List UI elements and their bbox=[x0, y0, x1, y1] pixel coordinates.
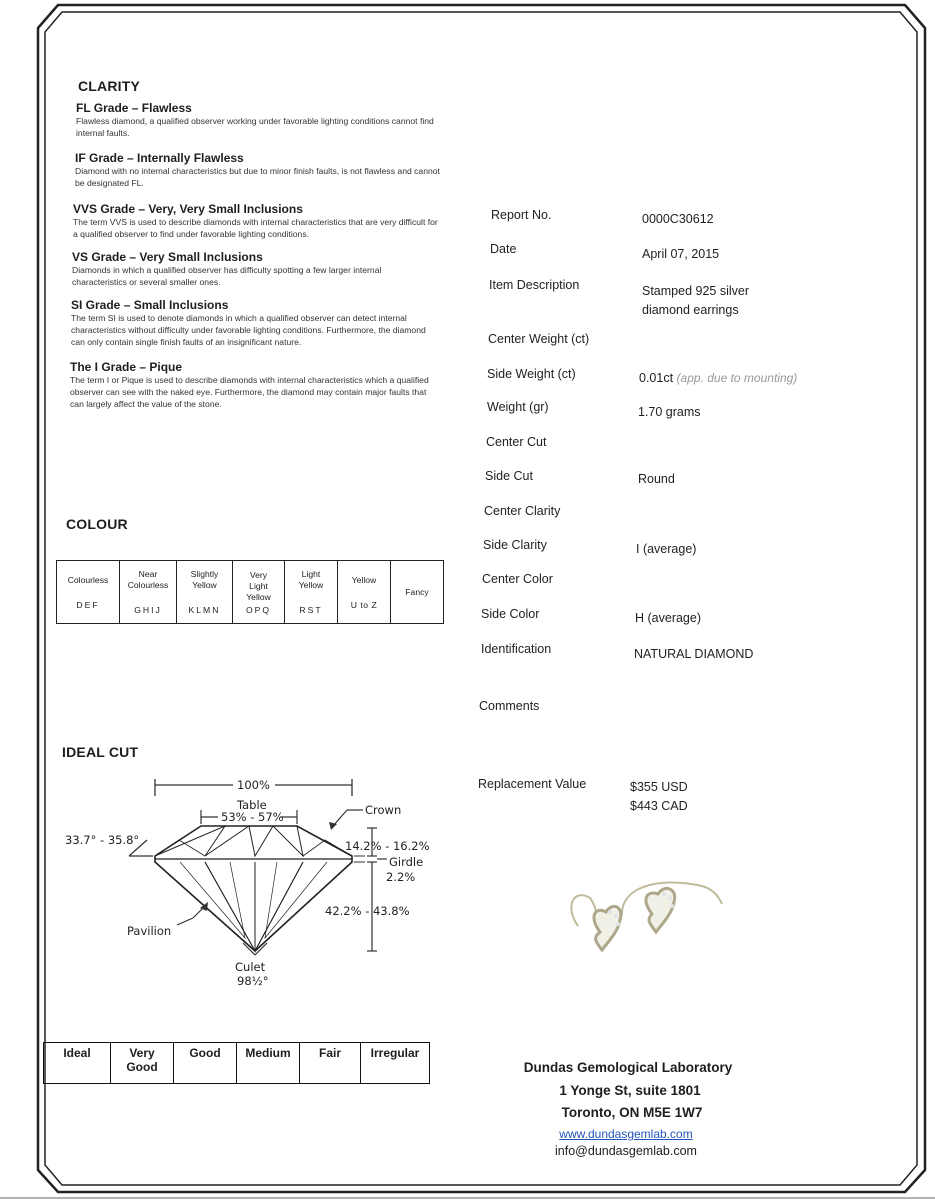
colour-code: KLMN bbox=[188, 605, 221, 615]
side-color-value: H (average) bbox=[635, 611, 701, 625]
colour-cell bbox=[391, 561, 444, 624]
crown-height-label: 14.2% - 16.2% bbox=[345, 839, 430, 853]
cut-grade-cell: Ideal bbox=[44, 1043, 111, 1084]
weight-value: 1.70 grams bbox=[638, 405, 701, 419]
clarity-grade-si bbox=[71, 298, 441, 348]
identification-value: NATURAL DIAMOND bbox=[634, 647, 754, 661]
weight-label: Weight (gr) bbox=[487, 400, 549, 414]
center-cut-label: Center Cut bbox=[486, 435, 547, 449]
earrings-photo bbox=[560, 876, 730, 976]
grade-title: The I Grade – Pique bbox=[70, 360, 183, 374]
side-color-label: Side Color bbox=[481, 607, 540, 621]
lab-email[interactable]: info@dundasgemlab.com bbox=[555, 1144, 697, 1158]
center-clarity-label: Center Clarity bbox=[484, 504, 561, 518]
item-description-label: Item Description bbox=[489, 278, 580, 292]
pavilion-depth-label: 42.2% - 43.8% bbox=[325, 904, 410, 918]
table-percent: 53% - 57% bbox=[221, 810, 284, 824]
grade-description: The term VVS is used to describe diamonds with internal characteristics that are very difficult for a qualified observer to find under favorable lighting conditions. bbox=[73, 217, 438, 239]
colour-name: Fancy bbox=[405, 586, 429, 597]
grade-description: Flawless diamond, a qualified observer working under favorable lighting conditions cannot find internal faults. bbox=[76, 116, 434, 138]
side-clarity-label: Side Clarity bbox=[483, 538, 547, 552]
table-label: Table bbox=[237, 798, 267, 812]
cut-grade-cell: Irregular bbox=[361, 1043, 430, 1084]
side-weight-label: Side Weight (ct) bbox=[487, 367, 576, 381]
report-no-value: 0000C30612 bbox=[642, 212, 714, 226]
side-weight-note: (app. due to mounting) bbox=[676, 371, 798, 385]
clarity-grade-i bbox=[70, 360, 435, 410]
crown-label: Crown bbox=[365, 803, 402, 817]
culet-label: Culet bbox=[235, 960, 266, 974]
grade-title: VS Grade – Very Small Inclusions bbox=[72, 250, 263, 264]
side-cut-label: Side Cut bbox=[485, 469, 533, 483]
replacement-value-label: Replacement Value bbox=[478, 777, 587, 791]
colour-name: Slightly Yellow bbox=[190, 569, 219, 590]
colour-cell bbox=[233, 561, 285, 624]
report-no-label: Report No. bbox=[491, 208, 552, 222]
colour-code: GHIJ bbox=[134, 605, 162, 615]
cut-grade-cell: Medium bbox=[237, 1043, 300, 1084]
cut-grade-cell: Fair bbox=[300, 1043, 361, 1084]
side-weight-value bbox=[639, 371, 797, 385]
lab-website-link[interactable]: www.dundasgemlab.com bbox=[559, 1127, 693, 1141]
clarity-grade-vs bbox=[72, 250, 422, 288]
girdle-label: Girdle bbox=[389, 855, 424, 869]
clarity-grade-vvs bbox=[73, 202, 438, 240]
colour-code: OPQ bbox=[245, 604, 272, 615]
side-clarity-value: I (average) bbox=[636, 542, 697, 556]
grade-description: The term I or Pique is used to describe diamonds with internal characteristics which a qualified observer can see with the naked eye. Furthermore, the diamond may contain major faults that can largely affect the value of the stone. bbox=[70, 375, 429, 409]
grade-description: Diamond with no internal characteristics but due to minor finish faults, is not flawless and cannot be designated FL. bbox=[75, 166, 440, 188]
lab-address-line1: 1 Yonge St, suite 1801 bbox=[559, 1083, 701, 1098]
colour-code: DEF bbox=[76, 599, 100, 610]
cut-grade-cell: Very Good bbox=[111, 1043, 174, 1084]
replacement-usd: $355 USD bbox=[630, 780, 688, 794]
colour-name: Near Colourless bbox=[127, 569, 169, 590]
colour-name: Yellow bbox=[351, 574, 377, 585]
clarity-heading: CLARITY bbox=[78, 78, 141, 94]
date-label: Date bbox=[490, 242, 517, 256]
identification-label: Identification bbox=[481, 642, 552, 656]
girdle-percent: 2.2% bbox=[386, 870, 416, 884]
colour-code: RST bbox=[299, 605, 323, 615]
side-weight-amount: 0.01ct bbox=[639, 371, 674, 385]
colour-name: Colourless bbox=[67, 574, 109, 585]
cut-grade-table bbox=[43, 1042, 430, 1084]
item-description-value: Stamped 925 silver diamond earrings bbox=[642, 284, 750, 317]
colour-cell bbox=[285, 561, 338, 624]
grade-title: SI Grade – Small Inclusions bbox=[71, 298, 229, 312]
colour-code: U to Z bbox=[350, 599, 378, 610]
grade-title: VVS Grade – Very, Very Small Inclusions bbox=[73, 202, 303, 216]
culet-angle: 98½° bbox=[237, 974, 269, 988]
grade-description: The term SI is used to denote diamonds in which a qualified observer can detect internal characteristics without difficulty under favorable lighting conditions. Furthermore, the diamond can only contain single finish faults of an insignificant nature. bbox=[71, 313, 426, 347]
grade-title: IF Grade – Internally Flawless bbox=[75, 151, 244, 165]
pavilion-label: Pavilion bbox=[127, 924, 172, 938]
colour-cell bbox=[57, 561, 120, 624]
center-weight-label: Center Weight (ct) bbox=[488, 332, 590, 346]
colour-cell bbox=[120, 561, 177, 624]
replacement-cad: $443 CAD bbox=[630, 799, 688, 813]
colour-name: Very Light Yellow bbox=[246, 569, 271, 602]
colour-name: Light Yellow bbox=[298, 569, 324, 590]
clarity-grade-if bbox=[75, 151, 440, 189]
width-label: 100% bbox=[237, 778, 270, 792]
diamond-proportion-diagram bbox=[55, 768, 455, 993]
comments-label: Comments bbox=[479, 699, 540, 713]
colour-heading: COLOUR bbox=[66, 516, 128, 532]
crown-angle-label: 33.7° - 35.8° bbox=[65, 833, 140, 847]
side-cut-value: Round bbox=[638, 472, 675, 486]
clarity-grade-fl bbox=[76, 101, 436, 139]
ideal-cut-heading: IDEAL CUT bbox=[62, 744, 139, 760]
lab-address-line2: Toronto, ON M5E 1W7 bbox=[561, 1105, 703, 1120]
colour-scale-table bbox=[56, 560, 444, 624]
lab-name: Dundas Gemological Laboratory bbox=[523, 1060, 733, 1075]
grade-description: Diamonds in which a qualified observer has difficulty spotting a few larger internal characteristics or several smaller ones. bbox=[72, 265, 382, 287]
grade-title: FL Grade – Flawless bbox=[76, 101, 192, 115]
center-color-label: Center Color bbox=[482, 572, 553, 586]
colour-cell bbox=[177, 561, 233, 624]
lab-website-wrapper bbox=[496, 1125, 756, 1143]
cut-grade-cell: Good bbox=[174, 1043, 237, 1084]
date-value: April 07, 2015 bbox=[642, 247, 720, 261]
colour-cell bbox=[338, 561, 391, 624]
